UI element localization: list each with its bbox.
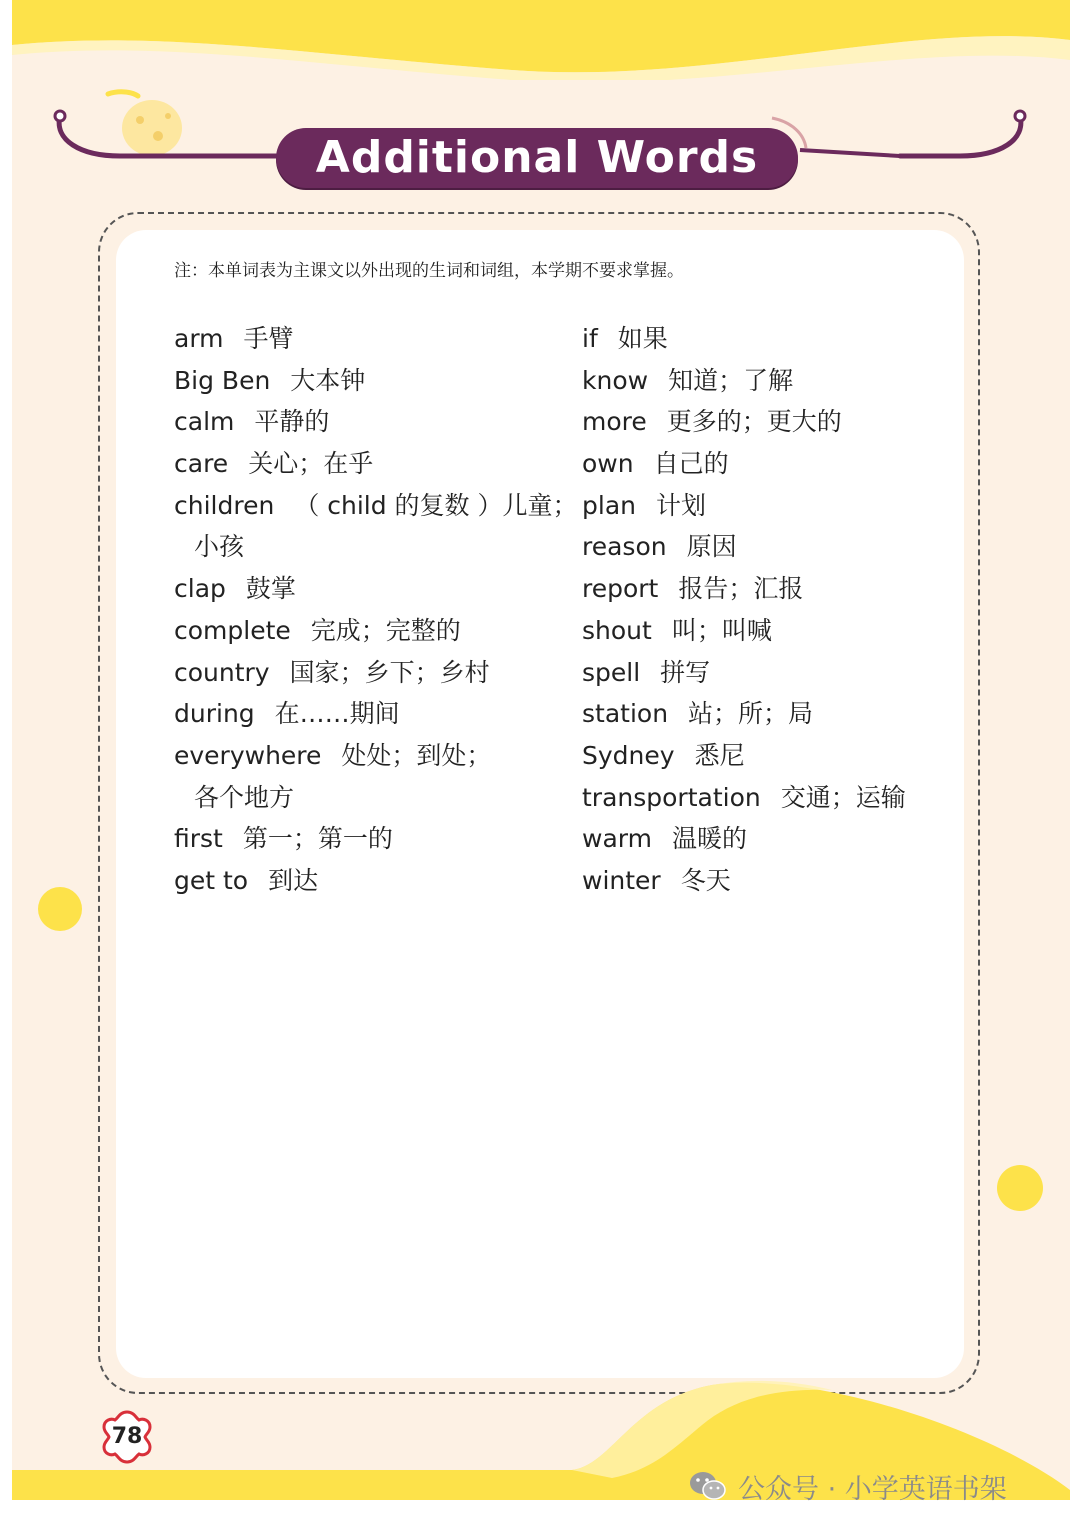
word-entry — [582, 652, 906, 694]
entry-word: plan — [582, 490, 636, 520]
decorative-dot-right — [997, 1165, 1043, 1211]
wechat-icon — [688, 1469, 728, 1503]
entry-word: report — [582, 574, 659, 604]
entry-word: own — [582, 449, 634, 479]
word-entry — [174, 610, 578, 652]
page-number: 78 — [111, 1424, 143, 1449]
word-entry — [582, 735, 906, 777]
entry-meaning: 悉尼 — [694, 740, 745, 770]
entry-word: care — [174, 449, 229, 479]
watermark — [688, 1466, 1007, 1506]
word-entry — [174, 568, 578, 610]
entry-meaning: 关心；在乎 — [248, 449, 374, 479]
word-entry — [174, 652, 578, 694]
title-banner — [276, 128, 798, 188]
entry-word: children — [174, 490, 275, 520]
word-entry-continuation — [174, 777, 578, 819]
entry-meaning: 更多的；更大的 — [666, 407, 842, 437]
entry-meaning: 原因 — [686, 532, 737, 562]
entry-word: warm — [582, 824, 652, 854]
word-entry — [582, 818, 906, 860]
entry-meaning: 大本钟 — [290, 365, 366, 395]
entry-meaning: 计划 — [655, 490, 706, 520]
entry-meaning: 报告；汇报 — [678, 574, 804, 604]
entry-word: know — [582, 365, 649, 395]
word-entry — [582, 401, 906, 443]
word-entry — [582, 777, 906, 819]
top-yellow-band — [12, 0, 1070, 80]
entry-meaning: 叫；叫喊 — [671, 615, 772, 645]
entry-word: transportation — [582, 782, 761, 812]
word-entry — [582, 360, 906, 402]
entry-meaning: 知道；了解 — [668, 365, 794, 395]
entry-word: if — [582, 324, 598, 353]
word-entry — [174, 318, 578, 360]
decorative-dot-left — [38, 887, 82, 931]
cheese-icon — [108, 92, 182, 156]
entry-word: get to — [174, 865, 249, 895]
entry-meaning: 鼓掌 — [245, 574, 296, 604]
entry-word: reason — [582, 532, 667, 562]
entry-meaning: 手臂 — [243, 324, 294, 353]
entry-meaning: 冬天 — [680, 865, 731, 895]
entry-meaning: 小孩 — [194, 532, 245, 562]
page-title: Additional Words — [315, 132, 759, 183]
entry-meaning: 如果 — [617, 324, 668, 353]
entry-word: first — [174, 824, 223, 854]
entry-word: clap — [174, 574, 226, 604]
word-entry — [174, 693, 578, 735]
word-entry — [174, 485, 578, 527]
word-entry — [582, 485, 906, 527]
entry-meaning: 平静的 — [254, 407, 330, 437]
entry-word: calm — [174, 407, 235, 437]
word-entry — [174, 401, 578, 443]
entry-meaning: （ child 的复数 ）儿童； — [294, 490, 578, 520]
watermark-text: 公众号 · 小学英语书架 — [738, 1473, 1007, 1505]
entry-word: spell — [582, 657, 641, 687]
entry-meaning: 交通；运输 — [780, 782, 906, 812]
word-entry — [174, 735, 578, 777]
entry-meaning: 处处；到处； — [341, 740, 492, 770]
entry-meaning: 站；所；局 — [688, 699, 814, 729]
word-entry — [582, 318, 906, 360]
entry-meaning: 国家；乡下；乡村 — [289, 657, 490, 687]
entry-word: winter — [582, 865, 661, 895]
word-entry-continuation — [174, 526, 578, 568]
entry-meaning: 到达 — [268, 865, 319, 895]
entry-word: during — [174, 699, 255, 729]
entry-word: more — [582, 407, 647, 437]
word-list-left — [174, 318, 578, 902]
word-entry — [582, 526, 906, 568]
word-entry — [582, 860, 906, 902]
entry-word: country — [174, 657, 270, 687]
entry-meaning: 第一；第一的 — [242, 824, 393, 854]
entry-meaning: 自己的 — [653, 449, 729, 479]
word-entry — [174, 818, 578, 860]
entry-word: Sydney — [582, 740, 675, 770]
entry-word: station — [582, 699, 669, 729]
entry-meaning: 拼写 — [660, 657, 711, 687]
word-entry — [582, 610, 906, 652]
entry-word: complete — [174, 615, 291, 645]
entry-word: shout — [582, 615, 652, 645]
entry-word: arm — [174, 324, 224, 353]
entry-meaning: 在……期间 — [274, 699, 400, 729]
word-list-right — [582, 318, 906, 902]
entry-meaning: 各个地方 — [194, 782, 295, 812]
entry-meaning: 温暖的 — [671, 824, 747, 854]
word-entry — [174, 860, 578, 902]
word-entry — [582, 693, 906, 735]
word-entry — [174, 360, 578, 402]
word-entry — [582, 568, 906, 610]
entry-meaning: 完成；完整的 — [310, 615, 461, 645]
word-entry — [174, 443, 578, 485]
entry-word: Big Ben — [174, 365, 271, 395]
entry-word: everywhere — [174, 740, 322, 770]
note-text: 注：本单词表为主课文以外出现的生词和词组，本学期不要求掌握。 — [174, 261, 684, 281]
word-entry — [582, 443, 906, 485]
